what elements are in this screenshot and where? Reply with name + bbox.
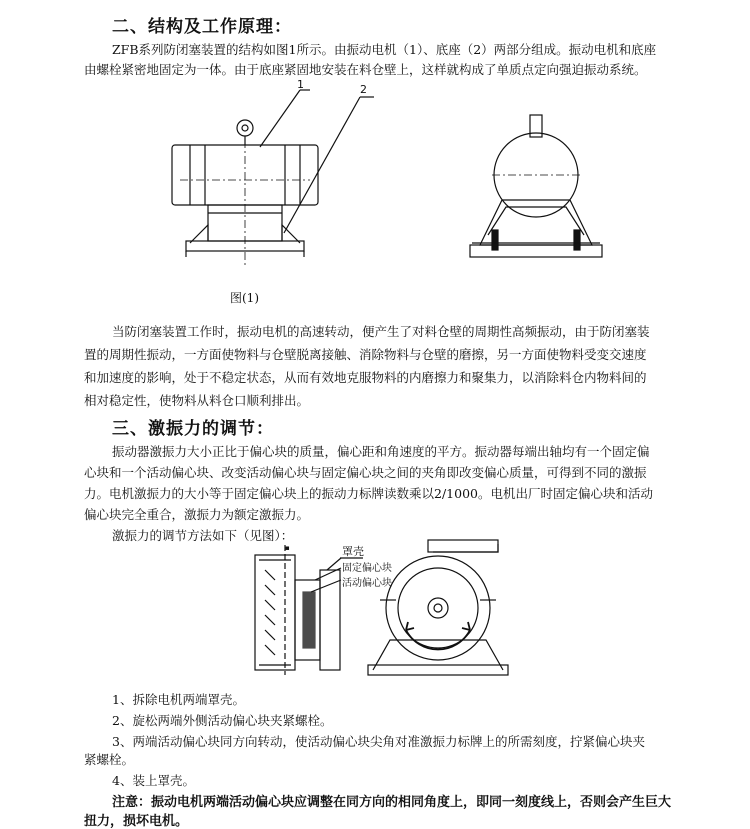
step-1: 1、拆除电机两端罩壳。 <box>112 692 245 707</box>
intro-line-1: ZFB系列防闭塞装置的结构如图1所示。由振动电机（1）、底座（2）两部分组成。振动电机和底座 <box>112 42 657 57</box>
step-3: 3、两端活动偏心块同方向转动，使活动偏心块尖角对准激振力标牌上的所需刻度，拧紧偏心块夹 <box>112 734 645 749</box>
principle-line-3: 和加速度的影响，处于不稳定状态，从而有效地克服物料的内磨擦力和聚集力，以消除料仓内物料间的 <box>84 370 647 385</box>
method-intro: 激振力的调节方法如下（见图）： <box>112 528 294 543</box>
callout-number-2: 2 <box>360 83 367 96</box>
note-line-2: 扭力，损坏电机。 <box>84 814 189 829</box>
step-2: 2、旋松两端外侧活动偏心块夹紧螺栓。 <box>112 713 333 728</box>
section-3-heading: 三、激振力的调节： <box>112 419 274 439</box>
step-3-continued: 紧螺栓。 <box>84 752 135 767</box>
figure-1-caption: 图(1) <box>230 291 259 305</box>
body-line-2: 心块和一个活动偏心块、改变活动偏心块与固定偏心块之间的夹角即改变偏心质量，可得到不同的激振 <box>84 465 647 480</box>
intro-line-2: 由螺栓紧密地固定为一体。由于底座紧固地安装在料仓壁上，这样就构成了单质点定向强迫振动系统。 <box>84 62 647 77</box>
principle-line-1: 当防闭塞装置工作时，振动电机的高速转动，便产生了对料仓壁的周期性高频振动，由于防闭塞装 <box>112 324 650 339</box>
label-fixed-block: 固定偏心块 <box>342 563 392 574</box>
label-cover: 罩壳 <box>342 545 364 558</box>
body-line-1: 振动器激振力大小正比于偏心块的质量，偏心距和角速度的平方。振动器每端出轴均有一个固定偏 <box>112 444 650 459</box>
note-line-1: 注意：振动电机两端活动偏心块应调整在同方向的相同角度上，即同一刻度线上，否则会产生巨大 <box>112 795 672 810</box>
callout-number-1: 1 <box>297 78 304 91</box>
figure-1-front-view <box>160 85 320 275</box>
section-2-heading: 二、结构及工作原理： <box>112 17 292 37</box>
body-line-4: 偏心块完全重合，激振力为额定激振力。 <box>84 507 310 522</box>
body-line-3: 力。电机激振力的大小等于固定偏心块上的振动力标牌读数乘以2/1000。电机出厂时固定偏心块和活动 <box>84 486 653 501</box>
principle-line-2: 置的周期性振动，一方面使物料与仓壁脱离接触、消除物料与仓壁的磨擦，另一方面使物料受变交速度 <box>84 347 647 362</box>
step-4: 4、装上罩壳。 <box>112 773 195 788</box>
label-movable-block: 活动偏心块 <box>342 578 392 589</box>
figure-1-side-view <box>462 85 612 275</box>
principle-line-4: 相对稳定性，使物料从料仓口顺利排出。 <box>84 393 310 408</box>
svg-text:▪: ▪ <box>285 544 290 552</box>
eccentric-block-end-view <box>378 540 518 680</box>
